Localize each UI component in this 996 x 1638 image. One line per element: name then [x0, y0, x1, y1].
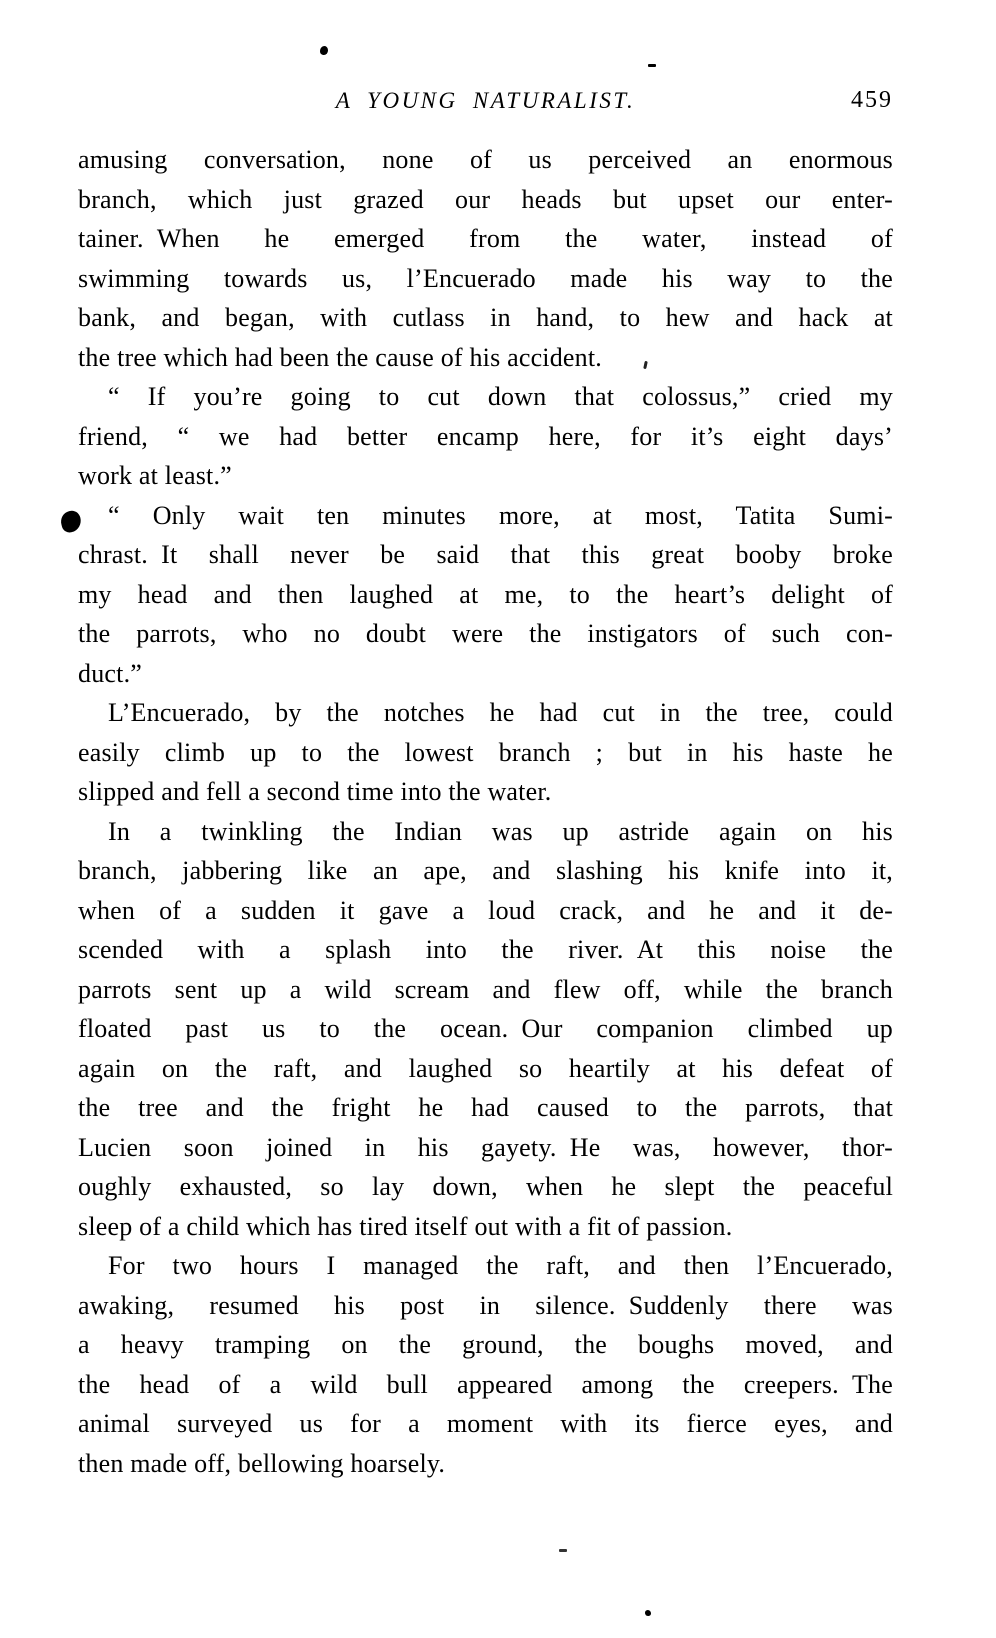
- text-line: “ Only wait ten minutes more, at most, Tatita Sumi-: [108, 500, 893, 530]
- text-line: work at least.”: [78, 461, 232, 490]
- text-line: amusing conversation, none of us perceived an enormous: [78, 145, 893, 174]
- text-line: friend, “ we had better encamp here, for it’s eight days’: [78, 421, 893, 451]
- text-line: a heavy tramping on the ground, the boughs moved, and: [78, 1330, 893, 1359]
- ink-dash: [648, 64, 656, 67]
- paragraph: [78, 496, 893, 694]
- text-line: branch, jabbering like an ape, and slashing his knife into it,: [78, 856, 893, 885]
- text-line: the tree and the fright he had caused to the parrots, that: [78, 1093, 893, 1122]
- text-line: floated past us to the ocean. Our companion climbed up: [78, 1014, 893, 1043]
- text-line: the parrots, who no doubt were the instigators of such con-: [78, 619, 893, 648]
- text-line: then made off, bellowing hoarsely.: [78, 1448, 446, 1478]
- text-line: “ If you’re going to cut down that colossus,” cried my: [108, 382, 893, 411]
- text-line: L’Encuerado, by the notches he had cut in the tree, could: [108, 698, 893, 727]
- ink-dot: [320, 46, 328, 55]
- page-title: A YOUNG NATURALIST.: [335, 88, 636, 113]
- paragraph: [78, 693, 893, 812]
- text-line: parrots sent up a wild scream and flew off, while the branch: [78, 974, 893, 1004]
- text-line: bank, and began, with cutlass in hand, to hew and hack at: [78, 303, 893, 332]
- text-line: slipped and fell a second time into the water.: [78, 777, 552, 806]
- text-line: chrast. It shall never be said that this great booby broke: [78, 540, 893, 569]
- text-line: awaking, resumed his post in silence. Suddenly there was: [78, 1290, 893, 1320]
- ink-dot: [645, 1610, 651, 1616]
- text-line: the tree which had been the cause of his accident.: [78, 342, 602, 372]
- text-line: swimming towards us, l’Encuerado made his way to the: [78, 263, 893, 293]
- paragraph: [78, 377, 893, 496]
- text-line: tainer. When he emerged from the water, instead of: [78, 224, 893, 253]
- ink-dash: [559, 1549, 567, 1552]
- text-line: animal surveyed us for a moment with its fierce eyes, and: [78, 1409, 893, 1438]
- text-line: again on the raft, and laughed so heartily at his defeat of: [78, 1053, 893, 1083]
- page-number: 459: [851, 87, 893, 113]
- text-line: oughly exhausted, so lay down, when he slept the peaceful: [78, 1172, 893, 1201]
- text-line: For two hours I managed the raft, and then l’Encuerado,: [108, 1251, 893, 1280]
- text-line: Lucien soon joined in his gayety. He was, however, thor-: [78, 1132, 893, 1162]
- text-line: In a twinkling the Indian was up astride again on his: [108, 816, 893, 846]
- text-line: scended with a splash into the river. At this noise the: [78, 935, 893, 964]
- text-line: when of a sudden it gave a loud crack, and he and it de-: [78, 895, 893, 925]
- text-line: easily climb up to the lowest branch ; but in his haste he: [78, 737, 893, 767]
- text-line: sleep of a child which has tired itself out with a fit of passion.: [78, 1211, 733, 1241]
- text-line: duct.”: [78, 658, 143, 688]
- paragraph: [78, 140, 893, 377]
- page-text: [78, 140, 893, 1483]
- text-line: my head and then laughed at me, to the heart’s delight of: [78, 579, 893, 609]
- paragraph: [78, 812, 893, 1247]
- text-line: branch, which just grazed our heads but upset our enter-: [78, 184, 893, 214]
- running-head: [78, 88, 893, 120]
- text-line: the head of a wild bull appeared among the creepers. The: [78, 1369, 893, 1399]
- paragraph: [78, 1246, 893, 1483]
